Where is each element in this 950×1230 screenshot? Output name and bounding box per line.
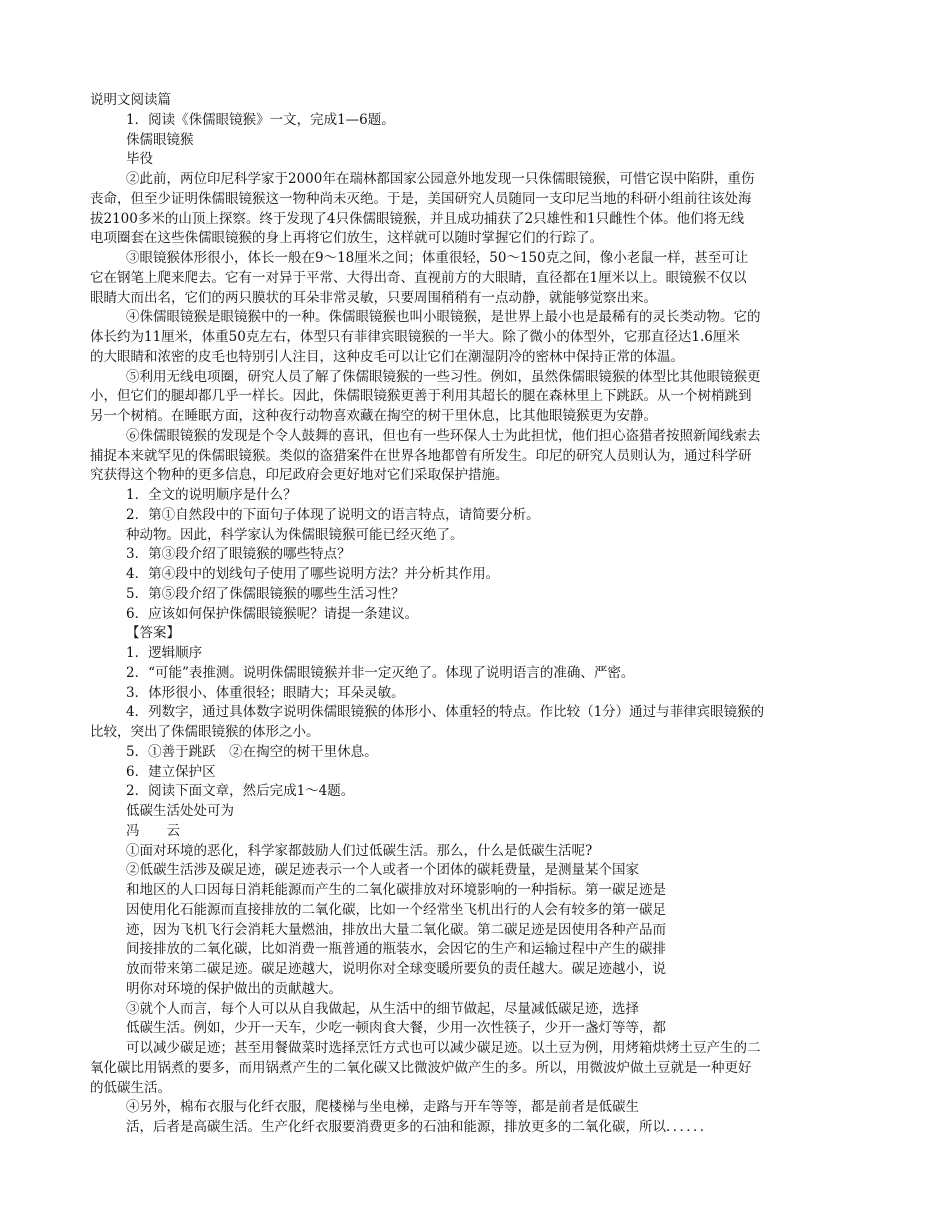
text-line: 它在钢笔上爬来爬去。它有一对异于平常、大得出奇、直视前方的大眼睛，直径都在1厘米以上。眼镜猴不仅以 — [90, 269, 747, 286]
text-line: 因使用化石能源而直接排放的二氧化碳，比如一个经常坐飞机出行的人会有较多的第一碳足 — [126, 901, 666, 918]
text-line: 低碳生活处处可为 — [126, 803, 234, 819]
text-line: 6．应该如何保护侏儒眼镜猴呢？请提一条建议。 — [126, 605, 419, 622]
text-line: ④另外，棉布衣服与化纤衣服，爬楼梯与坐电梯，走路与开车等等，都是前者是低碳生 — [126, 1099, 639, 1116]
text-line: 4．第④段中的划线句子使用了哪些说明方法？并分析其作用。 — [126, 566, 500, 582]
text-line: 拔2100多米的山顶上探察。终于发现了4只侏儒眼镜猴，并且成功捕获了2只雄性和1只雌性个体。他们将无线 — [90, 210, 745, 227]
text-line: 4．列数字，通过具体数字说明侏儒眼镜猴的体形小、体重轻的特点。作比较（1分）通过与菲律宾眼镜猴的 — [126, 704, 765, 721]
text-line: 种动物。因此，科学家认为侏儒眼镜猴可能已经灭绝了。 — [126, 526, 464, 543]
text-line: 6．建立保护区 — [126, 763, 216, 780]
text-line: 1．阅读《侏儒眼镜猴》一文，完成1—6题。 — [126, 111, 395, 128]
text-line: 活，后者是高碳生活。生产化纤衣服要消费更多的石油和能源，排放更多的二氧化碳，所以．．．．．． — [126, 1119, 714, 1135]
text-line: 小，但它们的腿却都几乎一样长。因此，侏儒眼镜猴更善于利用其超长的腿在森林里上下跳跃。从一个树梢跳到 — [90, 388, 752, 405]
text-line: 1．全文的说明顺序是什么？ — [126, 487, 297, 503]
text-line: ②此前，两位印尼科学家于2000年在瑞林都国家公园意外地发现一只侏儒眼镜猴，可惜它误中陷阱，重伤 — [126, 171, 755, 187]
text-line: 比较，突出了侏儒眼镜猴的体形之小。 — [90, 724, 320, 740]
text-line: ⑤利用无线电项圈，研究人员了解了侏儒眼镜猴的一些习性。例如，虽然侏儒眼镜猴的体型比其他眼镜猴更 — [126, 368, 761, 385]
text-line: 捕捉本来就罕见的侏儒眼镜猴。类似的盗猎案件在世界各地都曾有所发生。印尼的研究人员则认为，通过科学研 — [90, 447, 752, 464]
text-line: 体长约为11厘米，体重50克左右，体型只有菲律宾眼镜猴的一半大。除了微小的体型外，它那直径达1.6厘米 — [90, 329, 740, 345]
text-line: ③就个人而言，每个人可以从自我做起，从生活中的细节做起，尽量减低碳足迹，选择 — [126, 1000, 639, 1017]
text-line: 的大眼睛和浓密的皮毛也特别引人注目，这种皮毛可以让它们在潮湿阴冷的密林中保持正常的体温。 — [90, 348, 684, 365]
text-line: 3．体形很小、体重很轻；眼睛大；耳朵灵敏。 — [126, 684, 405, 701]
text-line: 和地区的人口因每日消耗能源而产生的二氧化碳排放对环境影响的一种指标。第一碳足迹是 — [126, 882, 666, 898]
text-line: 冯 云 — [126, 822, 180, 839]
text-line: 5．①善于跳跃 ②在掏空的树干里休息。 — [126, 743, 378, 760]
text-line: 电项圈套在这些侏儒眼镜猴的身上再将它们放生，这样就可以随时掌握它们的行踪了。 — [90, 230, 603, 247]
text-line: 2．阅读下面文章，然后完成1～4题。 — [126, 783, 355, 800]
text-line: 毕役 — [126, 151, 153, 168]
text-line: 低碳生活。例如，少开一天车，少吃一顿肉食大餐，少用一次性筷子，少开一盏灯等等，都 — [126, 1020, 666, 1037]
text-line: 2．“可能”表推测。说明侏儒眼镜猴并非一定灭绝了。体现了说明语言的准确、严密。 — [126, 664, 635, 681]
text-line: 眼睛大而出名，它们的两只膜状的耳朵非常灵敏，只要周围稍稍有一点动静，就能够觉察出来。 — [90, 289, 657, 306]
text-line: ②低碳生活涉及碳足迹，碳足迹表示一个人或者一个团体的碳耗费量，是测量某个国家 — [126, 862, 639, 879]
text-line: 侏儒眼镜猴 — [126, 131, 194, 148]
text-line: 说明文阅读篇 — [90, 92, 171, 108]
text-line: ⑥侏儒眼镜猴的发现是个令人鼓舞的喜讯，但也有一些环保人士为此担忧，他们担心盗猎者按照新闻线索去 — [126, 427, 761, 444]
text-line: 另一个树梢。在睡眠方面，这种夜行动物喜欢藏在掏空的树干里休息，比其他眼镜猴更为安静。 — [90, 408, 657, 424]
text-line: 丧命，但至少证明侏儒眼镜猴这一物种尚未灭绝。于是，美国研究人员随同一支印尼当地的科研小组前往该处海 — [90, 190, 752, 207]
text-line: 氧化碳比用锅煮的要多，而用锅煮产生的二氧化碳又比微波炉做产生的多。所以，用微波炉做土豆就是一种更好 — [90, 1059, 752, 1076]
text-line: 究获得这个物种的更多信息，印尼政府会更好地对它们采取保护措施。 — [90, 467, 509, 484]
text-line: ③眼镜猴体形很小，体长一般在9～18厘米之间；体重很轻，50～150克之间，像小老鼠一样，甚至可让 — [126, 250, 749, 266]
text-line: 迹，因为飞机飞行会消耗大量燃油，排放出大量二氧化碳。第二碳足迹是因使用各种产品而 — [126, 921, 666, 938]
text-line: 1．逻辑顺序 — [126, 645, 203, 661]
text-line: ①面对环境的恶化，科学家都鼓励人们过低碳生活。那么，什么是低碳生活呢? — [126, 842, 593, 859]
text-line: 的低碳生活。 — [90, 1079, 171, 1096]
text-line: 间接排放的二氧化碳，比如消费一瓶普通的瓶装水，会因它的生产和运输过程中产生的碳排 — [126, 941, 666, 958]
text-line: 放而带来第二碳足迹。碳足迹越大，说明你对全球变暖所要负的责任越大。碳足迹越小，说 — [126, 961, 666, 977]
text-line: 5．第⑤段介绍了侏儒眼镜猴的哪些生活习性？ — [126, 585, 405, 602]
text-line: 可以减少碳足迹；甚至用餐做菜时选择烹饪方式也可以减少碳足迹。以土豆为例，用烤箱烘烤土豆产生的二 — [126, 1040, 761, 1056]
text-line: 明你对环境的保护做出的贡献越大。 — [126, 980, 342, 997]
text-line: 3．第③段介绍了眼镜猴的哪些特点？ — [126, 546, 351, 563]
text-line: ④侏儒眼镜猴是眼镜猴中的一种。侏儒眼镜猴也叫小眼镜猴，是世界上最小也是最稀有的灵长类动物。它的 — [126, 309, 761, 326]
text-line: 2．第①自然段中的下面句子体现了说明文的语言特点，请简要分析。 — [126, 506, 540, 523]
text-line: 【答案】 — [126, 625, 180, 642]
